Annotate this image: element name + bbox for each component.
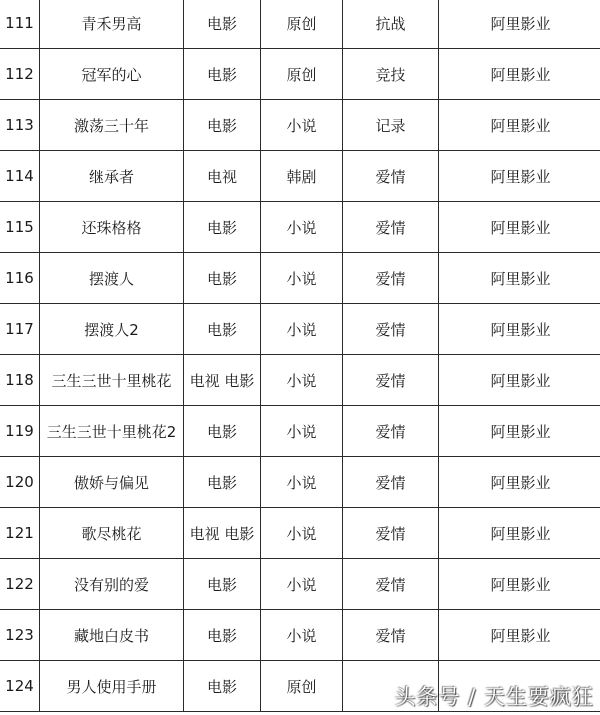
table-row bbox=[0, 406, 600, 457]
cell-source: 原创 bbox=[261, 49, 343, 100]
cell-genre: 爱情 bbox=[343, 610, 439, 661]
cell-medium: 电影 bbox=[184, 559, 261, 610]
cell-title: 男人使用手册 bbox=[40, 661, 184, 712]
table-row bbox=[0, 355, 600, 406]
cell-title: 三生三世十里桃花2 bbox=[40, 406, 184, 457]
cell-title: 青禾男高 bbox=[40, 0, 184, 49]
cell-title: 傲娇与偏见 bbox=[40, 457, 184, 508]
cell-company: 阿里影业 bbox=[439, 253, 600, 304]
cell-id: 121 bbox=[0, 508, 40, 559]
cell-source: 小说 bbox=[261, 610, 343, 661]
cell-title: 冠军的心 bbox=[40, 49, 184, 100]
table-row bbox=[0, 151, 600, 202]
cell-id: 113 bbox=[0, 100, 40, 151]
cell-company: 阿里影业 bbox=[439, 202, 600, 253]
cell-id: 124 bbox=[0, 661, 40, 712]
cell-title: 没有别的爱 bbox=[40, 559, 184, 610]
cell-company: 阿里影业 bbox=[439, 151, 600, 202]
cell-medium: 电影 bbox=[184, 610, 261, 661]
table-row bbox=[0, 49, 600, 100]
cell-genre: 爱情 bbox=[343, 253, 439, 304]
cell-genre: 记录 bbox=[343, 100, 439, 151]
cell-medium: 电影 bbox=[184, 202, 261, 253]
cell-source: 小说 bbox=[261, 253, 343, 304]
table-row bbox=[0, 253, 600, 304]
cell-medium: 电视 bbox=[184, 151, 261, 202]
cell-genre: 爱情 bbox=[343, 355, 439, 406]
cell-company: 阿里影业 bbox=[439, 559, 600, 610]
cell-title: 继承者 bbox=[40, 151, 184, 202]
cell-medium: 电视 电影 bbox=[184, 508, 261, 559]
cell-source: 韩剧 bbox=[261, 151, 343, 202]
cell-medium: 电影 bbox=[184, 49, 261, 100]
cell-id: 119 bbox=[0, 406, 40, 457]
cell-title: 还珠格格 bbox=[40, 202, 184, 253]
cell-medium: 电影 bbox=[184, 406, 261, 457]
cell-source: 原创 bbox=[261, 0, 343, 49]
table-row bbox=[0, 0, 600, 49]
cell-title: 摆渡人2 bbox=[40, 304, 184, 355]
cell-company: 阿里影业 bbox=[439, 457, 600, 508]
cell-id: 112 bbox=[0, 49, 40, 100]
cell-genre: 爱情 bbox=[343, 559, 439, 610]
cell-medium: 电影 bbox=[184, 0, 261, 49]
watermark: 头条号 / 天生要疯狂 bbox=[394, 685, 594, 709]
table-row bbox=[0, 508, 600, 559]
cell-genre: 爱情 bbox=[343, 202, 439, 253]
cell-genre: 爱情 bbox=[343, 406, 439, 457]
cell-genre: 爱情 bbox=[343, 508, 439, 559]
cell-genre: 爱情 bbox=[343, 457, 439, 508]
cell-id: 117 bbox=[0, 304, 40, 355]
cell-company: 阿里影业 bbox=[439, 355, 600, 406]
cell-source: 小说 bbox=[261, 508, 343, 559]
cell-id: 123 bbox=[0, 610, 40, 661]
cell-company: 阿里影业 bbox=[439, 406, 600, 457]
cell-company: 阿里影业 bbox=[439, 508, 600, 559]
cell-source: 小说 bbox=[261, 355, 343, 406]
table-row bbox=[0, 202, 600, 253]
table-row bbox=[0, 100, 600, 151]
cell-id: 115 bbox=[0, 202, 40, 253]
cell-source: 小说 bbox=[261, 406, 343, 457]
cell-id: 118 bbox=[0, 355, 40, 406]
table-row bbox=[0, 304, 600, 355]
cell-genre: 爱情 bbox=[343, 304, 439, 355]
cell-medium: 电影 bbox=[184, 253, 261, 304]
cell-title: 摆渡人 bbox=[40, 253, 184, 304]
cell-genre: 竞技 bbox=[343, 49, 439, 100]
cell-company: 阿里影业 bbox=[439, 0, 600, 49]
cell-company: 阿里影业 bbox=[439, 304, 600, 355]
cell-title: 歌尽桃花 bbox=[40, 508, 184, 559]
cell-id: 122 bbox=[0, 559, 40, 610]
cell-genre: 爱情 bbox=[343, 151, 439, 202]
cell-medium: 电影 bbox=[184, 457, 261, 508]
table-row bbox=[0, 457, 600, 508]
cell-id: 114 bbox=[0, 151, 40, 202]
cell-id: 116 bbox=[0, 253, 40, 304]
table-row bbox=[0, 610, 600, 661]
cell-id: 120 bbox=[0, 457, 40, 508]
cell-medium: 电视 电影 bbox=[184, 355, 261, 406]
cell-medium: 电影 bbox=[184, 661, 261, 712]
cell-source: 小说 bbox=[261, 559, 343, 610]
cell-source: 小说 bbox=[261, 457, 343, 508]
cell-source: 小说 bbox=[261, 202, 343, 253]
cell-medium: 电影 bbox=[184, 304, 261, 355]
cell-source: 小说 bbox=[261, 100, 343, 151]
cell-id: 111 bbox=[0, 0, 40, 49]
cell-source: 原创 bbox=[261, 661, 343, 712]
cell-company: 阿里影业 bbox=[439, 100, 600, 151]
cell-source: 小说 bbox=[261, 304, 343, 355]
cell-company: 阿里影业 bbox=[439, 49, 600, 100]
cell-title: 激荡三十年 bbox=[40, 100, 184, 151]
cell-title: 三生三世十里桃花 bbox=[40, 355, 184, 406]
cell-medium: 电影 bbox=[184, 100, 261, 151]
table-row bbox=[0, 559, 600, 610]
cell-title: 藏地白皮书 bbox=[40, 610, 184, 661]
cell-company: 阿里影业 bbox=[439, 610, 600, 661]
cell-genre: 抗战 bbox=[343, 0, 439, 49]
